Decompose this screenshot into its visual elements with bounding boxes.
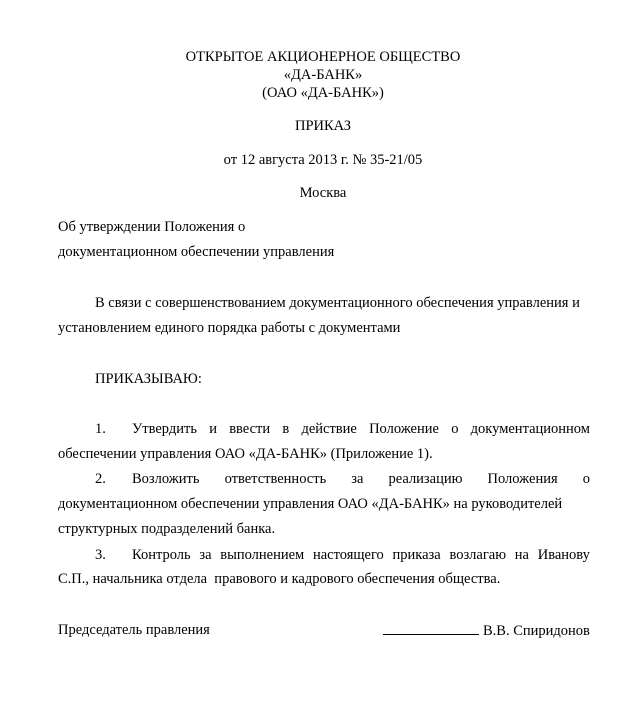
- subject-line1: Об утверждении Положения о: [58, 219, 246, 235]
- signatory-name: В.В. Спиридонов: [483, 623, 590, 639]
- word: и: [209, 421, 217, 437]
- word: реализацию: [388, 471, 463, 487]
- item-2-number: 2.: [95, 471, 106, 487]
- word: Иванову: [537, 547, 590, 563]
- org-name-line2: «ДА-БАНК»: [283, 67, 363, 83]
- word: Возложить: [132, 471, 200, 487]
- item-3-number: 3.: [95, 547, 106, 563]
- date-and-number: от 12 августа 2013 г. № 35-21/05: [223, 152, 423, 168]
- signature-underline: [383, 621, 479, 635]
- word: за: [351, 471, 364, 487]
- preamble-line1: В связи с совершенствованием документационного обеспечения управления и: [95, 295, 580, 311]
- item-2-line1: [95, 470, 590, 488]
- item-1-number: 1.: [95, 421, 106, 437]
- item-1-text-line1: [132, 420, 590, 438]
- document-type: ПРИКАЗ: [294, 118, 352, 134]
- item-2-line3: структурных подразделений банка.: [58, 521, 276, 537]
- word: в: [282, 421, 290, 437]
- word: о: [582, 471, 590, 487]
- word: Контроль: [132, 547, 191, 563]
- preamble-line2: установлением единого порядка работы с документами: [58, 320, 401, 336]
- word: настоящего: [312, 547, 384, 563]
- word: о: [451, 421, 459, 437]
- signatory-position: Председатель правления: [58, 622, 210, 638]
- item-1-line1: [95, 420, 590, 438]
- city: Москва: [299, 185, 347, 201]
- word: Положение: [369, 421, 439, 437]
- item-3-line1: [95, 546, 590, 564]
- org-name-line1: ОТКРЫТОЕ АКЦИОНЕРНОЕ ОБЩЕСТВО: [185, 49, 461, 65]
- word: ввести: [229, 421, 271, 437]
- word: на: [514, 547, 529, 563]
- item-3-line2: С.П., начальника отдела правового и кадрового обеспечения общества.: [58, 571, 501, 587]
- item-2-line2: документационном обеспечении управления ОАО «ДА-БАНК» на руководителей: [58, 496, 563, 512]
- word: действие: [301, 421, 357, 437]
- subject-line2: документационном обеспечении управления: [58, 244, 335, 260]
- word: за: [199, 547, 212, 563]
- item-2-text-line1: [132, 470, 590, 488]
- word: приказа: [392, 547, 441, 563]
- order-word: ПРИКАЗЫВАЮ:: [95, 371, 202, 387]
- signature-block: [383, 621, 590, 640]
- org-name-short: (ОАО «ДА-БАНК»): [262, 85, 384, 101]
- word: выполнением: [220, 547, 305, 563]
- word: Положения: [487, 471, 558, 487]
- word: документационном: [470, 421, 590, 437]
- word: Утвердить: [132, 421, 197, 437]
- item-1-line2: обеспечении управления ОАО «ДА-БАНК» (Приложение 1).: [58, 446, 433, 462]
- item-3-text-line1: [132, 546, 590, 564]
- word: возлагаю: [449, 547, 507, 563]
- word: ответственность: [224, 471, 327, 487]
